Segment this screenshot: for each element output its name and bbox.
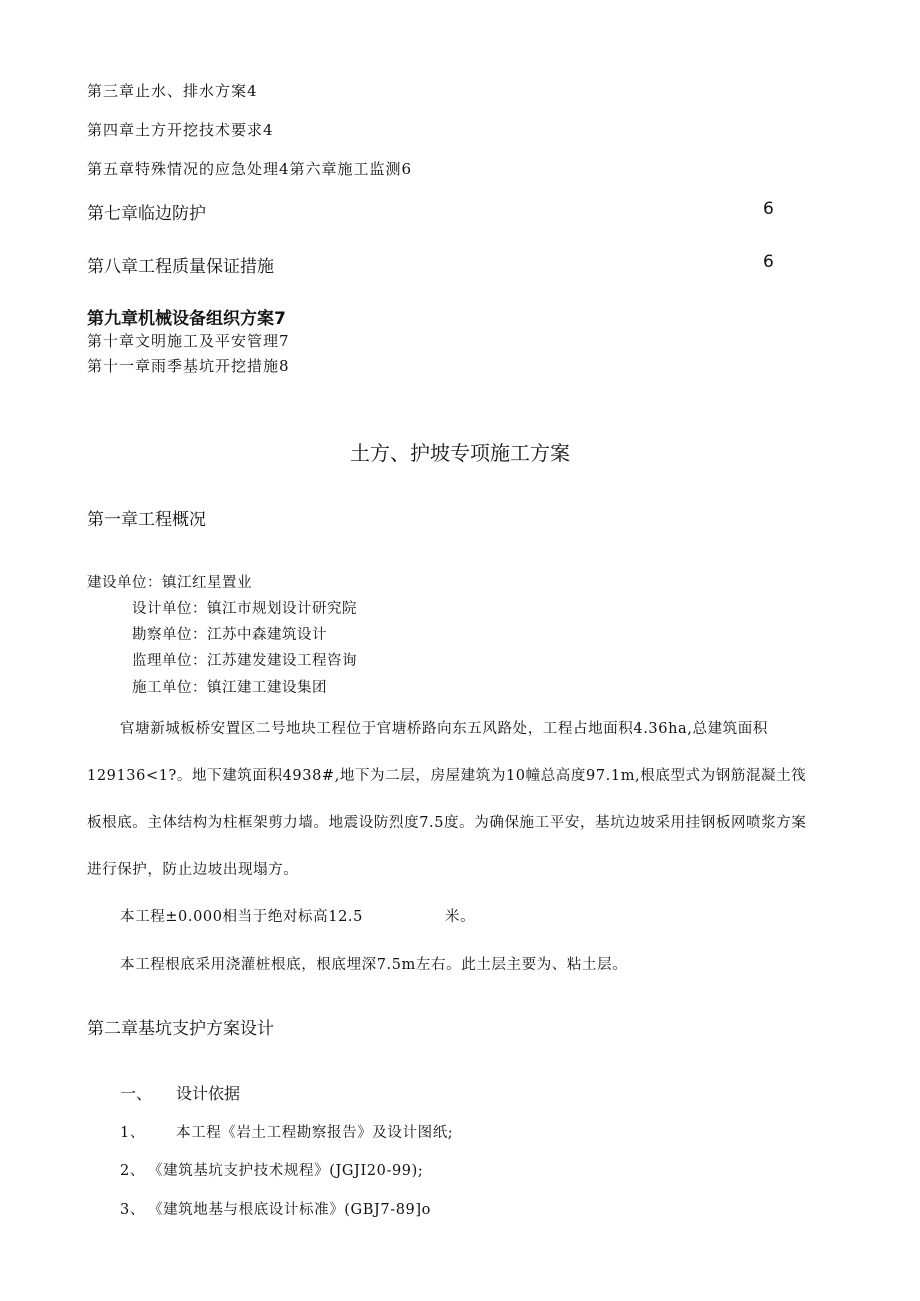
list-item: 《建筑基坑支护技术规程》(JGJI20-99); [148,1163,424,1179]
toc-item[interactable]: 第四章土方开挖技术要求4 [87,121,274,139]
foundation-text: 本工程根底采用浇灌桩根底，根底埋深7.5m左右。此土层主要为、粘土层。 [120,957,628,973]
toc-item[interactable]: 第九章机械设备组织方案7 [87,309,286,329]
toc-item[interactable]: 第十一章雨季基坑开挖措施8 [87,357,290,375]
document-title: 土方、护坡专项施工方案 [350,441,570,465]
list-item-number: 2、 [120,1163,145,1179]
unit-line: 监理单位：江苏建发建设工程咨询 [132,653,357,669]
toc-item[interactable]: 第五章特殊情况的应急处理4第六章施工监测6 [87,160,413,178]
toc-item[interactable]: 第七章临边防护 [87,204,206,224]
unit-line: 施工单位：镇江建工建设集团 [132,680,327,696]
list-item-number: 3、 [120,1202,145,1218]
toc-item[interactable]: 第十章文明施工及平安管理7 [87,332,290,350]
list-item-number: 1、 [120,1125,145,1141]
toc-page-number: 6 [763,252,774,272]
paragraph-line: 板根底。主体结构为柱框架剪力墙。地震设防烈度7.5度。为确保施工平安，基坑边坡采用挂钢板网喷浆方案 [87,815,807,831]
elevation-text: 本工程±0.000相当于绝对标高12.5 [120,909,363,925]
unit-line: 勘察单位：江苏中森建筑设计 [132,627,327,643]
unit-line: 设计单位：镇江市规划设计研究院 [132,601,357,617]
paragraph-line: 官塘新城板桥安置区二号地块工程位于官塘桥路向东五风路处，工程占地面积4.36ha,总建筑面积 [120,721,768,737]
toc-page-number: 6 [763,199,774,219]
chapter-2-heading: 第二章基坑支护方案设计 [87,1019,274,1039]
chapter-1-heading: 第一章工程概况 [87,510,206,530]
paragraph-line: 129136<1?。地下建筑面积4938#,地下为二层，房屋建筑为10幢总高度97.1m,根底型式为钢筋混凝土筏 [87,768,807,784]
unit-line: 建设单位：镇江红星置业 [87,575,252,591]
section-title: 设计依据 [176,1084,241,1103]
elevation-unit: 米。 [445,909,476,925]
list-item: 本工程《岩土工程勘察报告》及设计图纸; [176,1125,454,1141]
toc-item[interactable]: 第三章止水、排水方案4 [87,82,258,100]
toc-item[interactable]: 第八章工程质量保证措施 [87,257,274,277]
list-item: 《建筑地基与根底设计标准》(GBJ7-89]o [148,1202,431,1218]
paragraph-line: 进行保护，防止边坡出现塌方。 [87,862,299,878]
section-number: 一、 [120,1084,153,1103]
